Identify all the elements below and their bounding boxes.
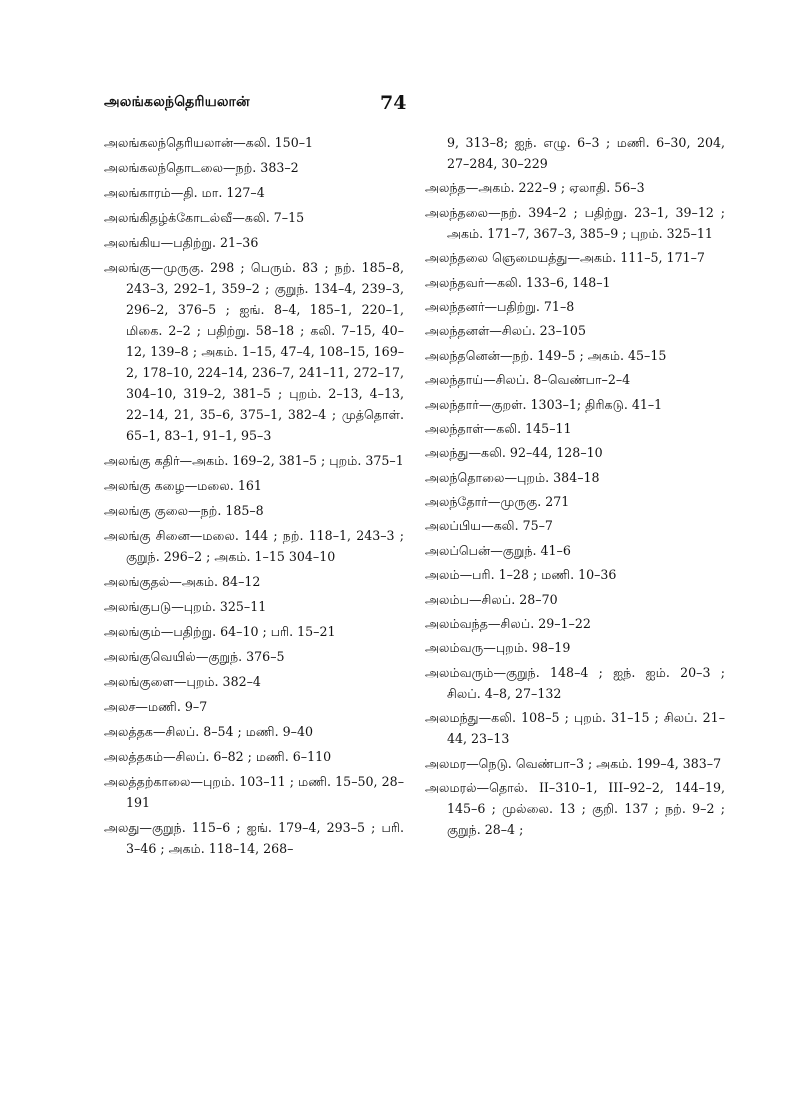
index-entry: அலந்தவர்—கலி. 133–6, 148–1 bbox=[425, 274, 611, 290]
index-entry: அலந்தனள்—சிலப். 23–105 bbox=[425, 323, 586, 339]
index-entry: அலம்வந்த—சிலப். 29–1–22 bbox=[425, 616, 591, 632]
index-entry: அலம்வரு—புறம். 98–19 bbox=[425, 640, 571, 656]
index-entry: அலந்தாள்—கலி. 145–11 bbox=[425, 420, 572, 436]
index-entry: அலங்குவெயில்—குறுந். 376–5 bbox=[104, 649, 285, 664]
right-column bbox=[425, 132, 725, 843]
index-entry: அலமரல்—தொல். II–310–1, III–92–2, 144–19, 145–6 ; முல்லை. 13 ; குறி. 137 ; நற். 9–2 ; குறுந். 28–4 ; bbox=[425, 779, 725, 837]
left-column bbox=[104, 132, 404, 863]
index-entry: அலங்கு கழை—மலை. 161 bbox=[104, 478, 262, 493]
index-entry: அலங்கு சினை—மலை. 144 ; நற். 118–1, 243–3 ; குறுந். 296–2 ; அகம். 1–15 304–10 bbox=[104, 528, 404, 564]
index-entry: அலந்தொலை—புறம். 384–18 bbox=[425, 469, 600, 485]
index-entry: அலப்பென்—குறுந். 41–6 bbox=[425, 542, 571, 558]
index-entry: அலத்தற்காலை—புறம். 103–11 ; மணி. 15–50, 28–191 bbox=[104, 774, 404, 810]
index-entry: அலங்கிய—பதிற்று. 21–36 bbox=[104, 235, 259, 250]
index-entry: அலங்காரம்—தி. மா. 127–4 bbox=[104, 185, 265, 200]
index-entry: அலங்கலந்தொடலை—நற். 383–2 bbox=[104, 160, 299, 175]
index-entry: அலச—மணி. 9–7 bbox=[104, 699, 208, 714]
running-head: அலங்கலந்தெரியலான் bbox=[104, 94, 250, 110]
index-entry: அலந்தனென்—நற். 149–5 ; அகம். 45–15 bbox=[425, 347, 667, 363]
index-entry: அலந்தலை—நற். 394–2 ; பதிற்று. 23–1, 39–12 ; அகம். 171–7, 367–3, 385–9 ; புறம். 325–11 bbox=[425, 204, 725, 241]
index-entry: அலமந்து—கலி. 108–5 ; புறம். 31–15 ; சிலப். 21–44, 23–13 bbox=[425, 710, 725, 747]
index-entry: அலமர—நெடு. வெண்பா–3 ; அகம். 199–4, 383–7 bbox=[425, 755, 722, 771]
index-entry: அலங்குளை—புறம். 382–4 bbox=[104, 674, 261, 689]
index-entry: அலப்பிய—கலி. 75–7 bbox=[425, 518, 553, 534]
index-entry: அலந்து—கலி. 92–44, 128–10 bbox=[425, 445, 603, 461]
index-entry: அலந்தார்—குறள். 1303–1; திரிகடு. 41–1 bbox=[425, 396, 663, 412]
index-entry: அலம்ப—சிலப். 28–70 bbox=[425, 591, 558, 607]
index-entry: அலங்கு குலை—நற். 185–8 bbox=[104, 503, 264, 518]
index-entry: அலந்தலை ஞெமையத்து—அகம். 111–5, 171–7 bbox=[425, 250, 705, 266]
index-entry: அலங்கும்—பதிற்று. 64–10 ; பரி. 15–21 bbox=[104, 624, 336, 639]
index-entry: அலந்தனர்—பதிற்று. 71–8 bbox=[425, 298, 575, 314]
index-entry: அலங்கு—முருகு. 298 ; பெரும். 83 ; நற். 185–8, 243–3, 292–1, 359–2 ; குறுந். 134–4, 239–3, 296–2, 376–5 ; ஐங். 8–4, 185–1, 220–1, மிகை. 2–2 ; பதிற்று. 58–18 ; கலி. 7–15, 40–12, 139–8 ; அகம். 1–15, 47–4, 108–15, 169–2, 178–10, 224–14, 236–7, 241–11, 272–17, 304–10, 319–2, 381–5 ; புறம். 2–13, 4–13, 22–14, 21, 35–6, 375–1, 382–4 ; முத்தொள். 65–1, 83–1, 91–1, 95–3 bbox=[104, 260, 404, 443]
index-entry: அலந்தோர்—முருகு. 271 bbox=[425, 494, 570, 510]
index-entry: அலங்கலந்தெரியலான்—கலி. 150–1 bbox=[104, 135, 314, 150]
index-entry: அலந்தாய்—சிலப். 8–வெண்பா–2–4 bbox=[425, 372, 631, 388]
index-entry: அலது—குறுந். 115–6 ; ஐங். 179–4, 293–5 ; பரி. 3–46 ; அகம். 118–14, 268– bbox=[104, 820, 404, 856]
index-entry: அலங்குதல்—அகம். 84–12 bbox=[104, 574, 261, 589]
index-entry: அலம்—பரி. 1–28 ; மணி. 10–36 bbox=[425, 567, 617, 583]
index-entry-continuation: 9, 313–8; ஐந். எழு. 6–3 ; மணி. 6–30, 204, 27–284, 30–229 bbox=[447, 135, 725, 171]
page-number: 74 bbox=[380, 92, 407, 114]
index-entry: அலங்கு கதிர்—அகம். 169–2, 381–5 ; புறம். 375–1 bbox=[104, 453, 404, 468]
index-entry: அலத்தக—சிலப். 8–54 ; மணி. 9–40 bbox=[104, 724, 313, 739]
index-entry: அலந்த—அகம். 222–9 ; ஏலாதி. 56–3 bbox=[425, 180, 645, 196]
index-entry: அலம்வரும்—குறுந். 148–4 ; ஐந். ஐம். 20–3 ; சிலப். 4–8, 27–132 bbox=[425, 664, 725, 701]
index-entry: அலங்கிதழ்க்கோடல்வீ—கலி. 7–15 bbox=[104, 210, 305, 225]
index-entry: அலத்தகம்—சிலப். 6–82 ; மணி. 6–110 bbox=[104, 749, 332, 764]
index-entry: அலங்குபடு—புறம். 325–11 bbox=[104, 599, 267, 614]
